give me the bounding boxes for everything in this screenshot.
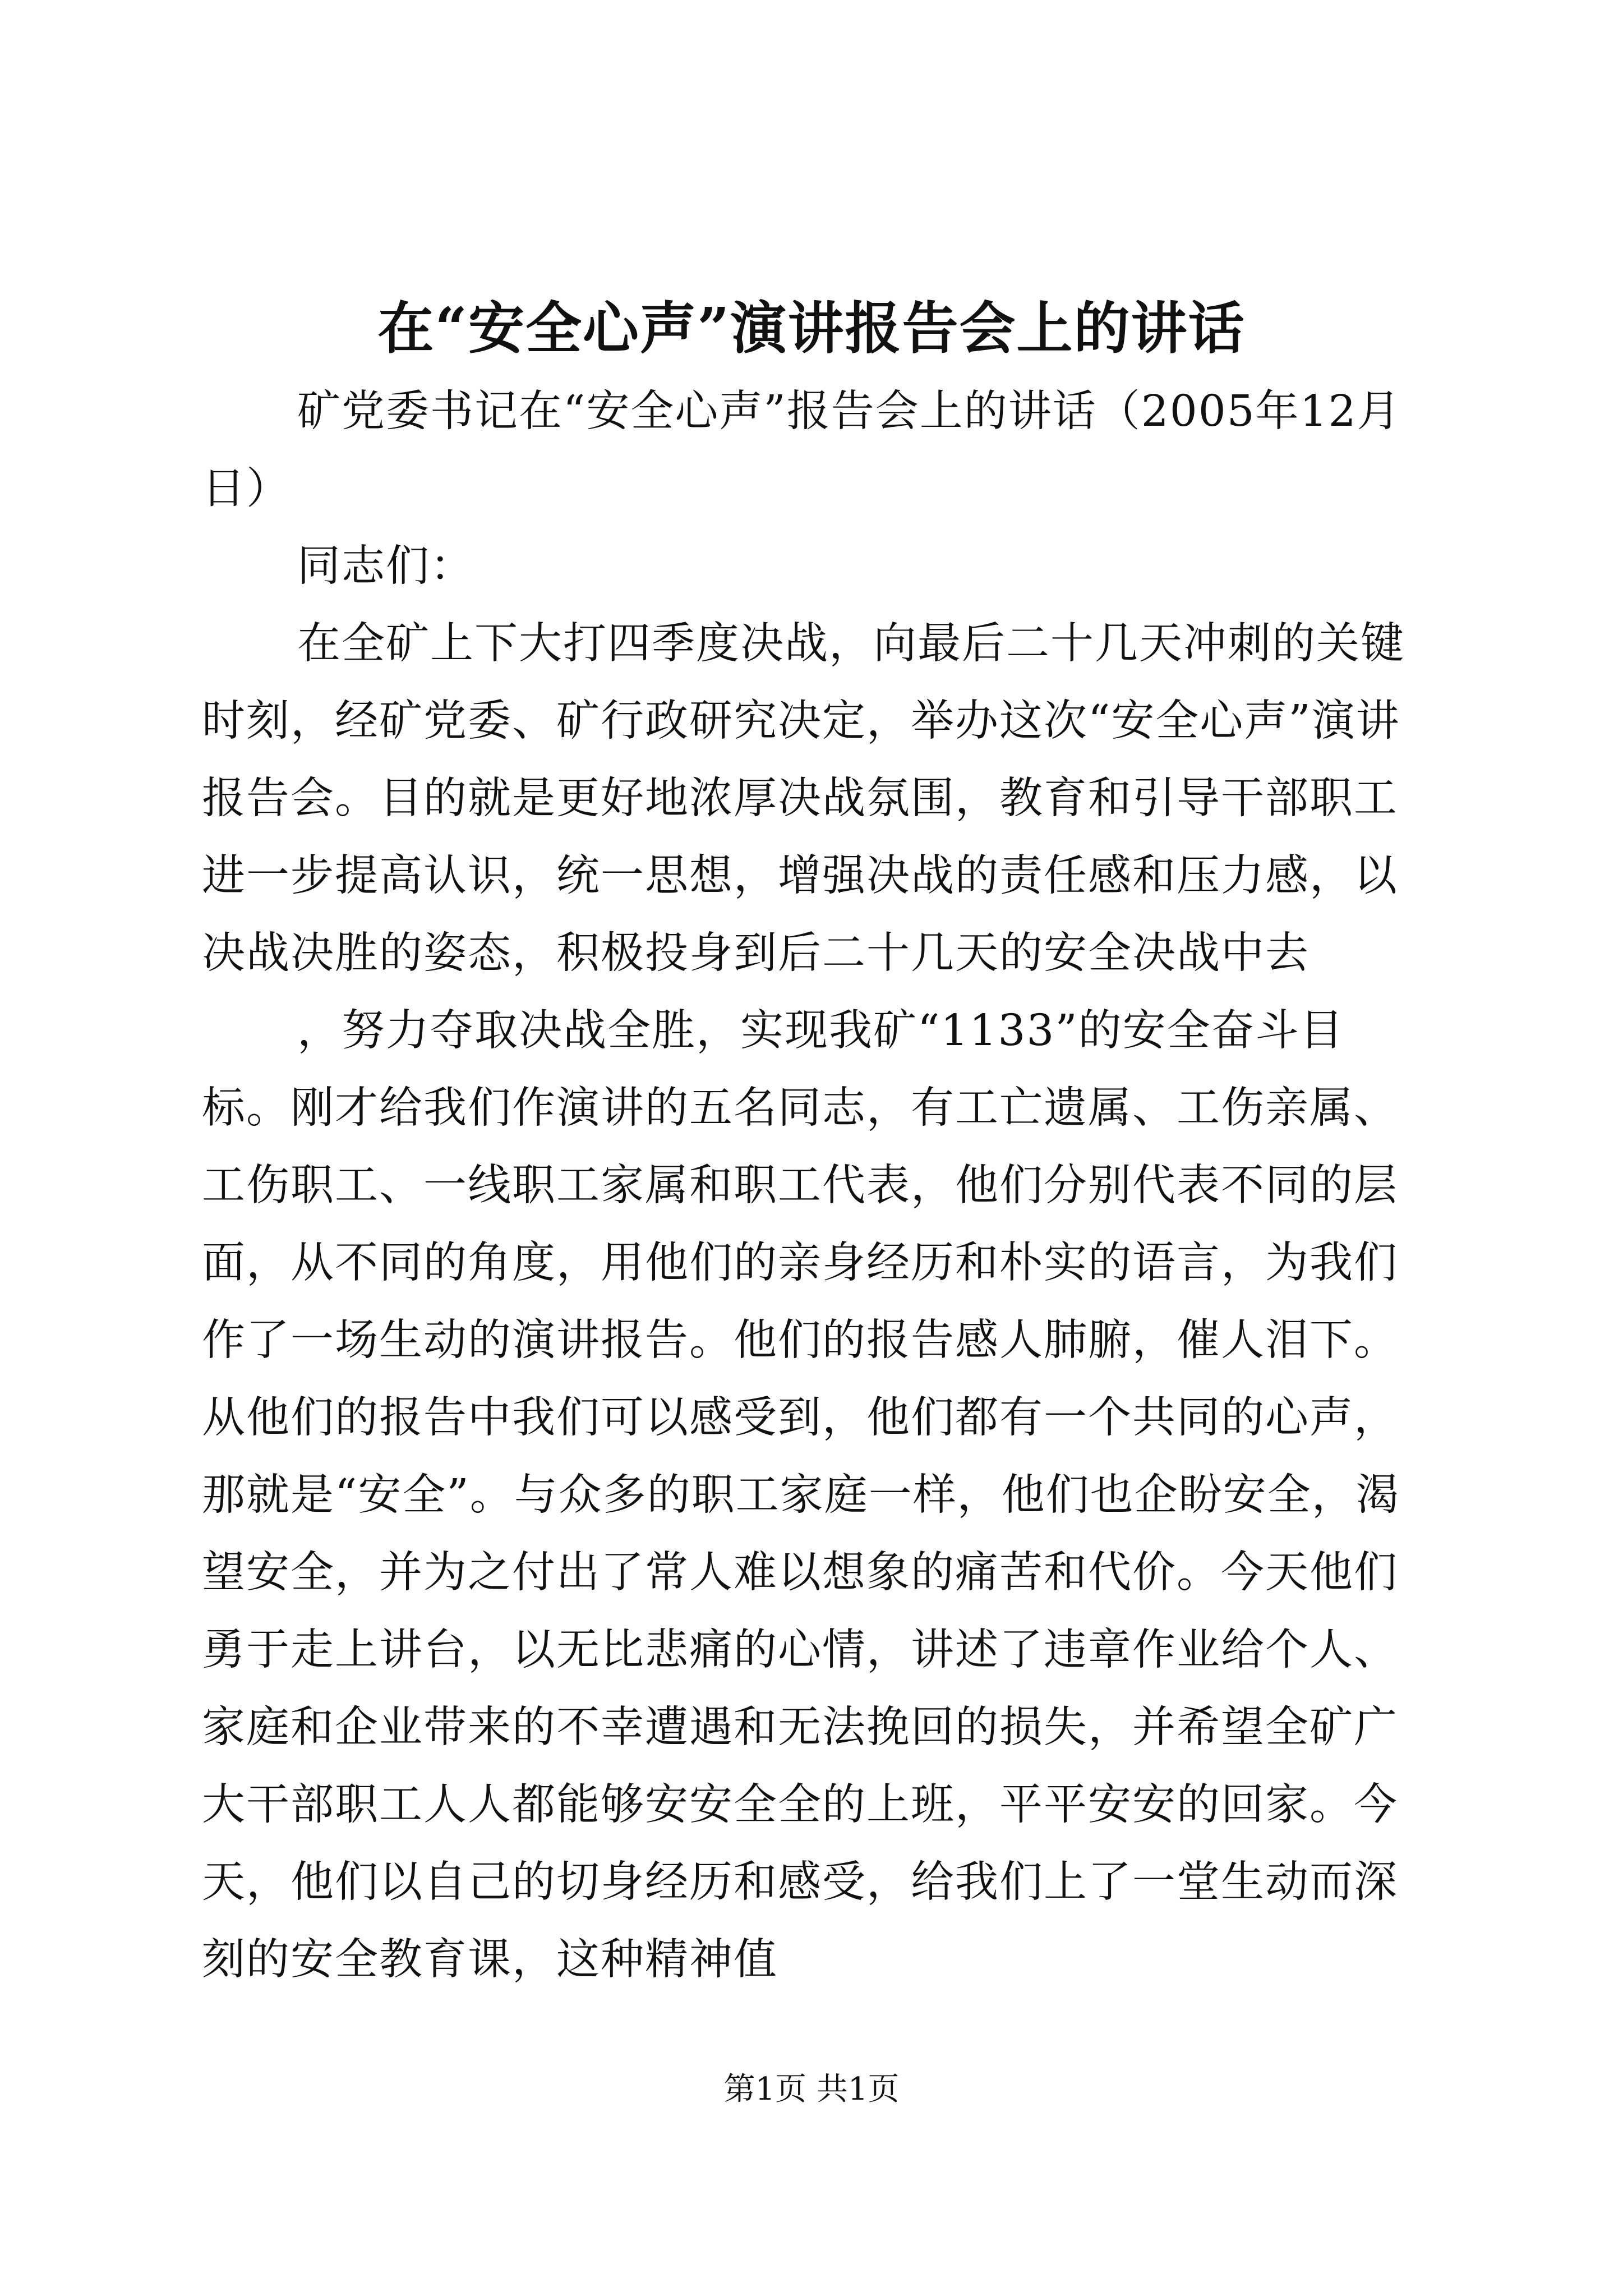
- salutation: 同志们：: [297, 541, 474, 591]
- paragraph-1: 在全矿上下大打四季度决战，向最后二十几天冲刺的关键时刻，经矿党委、矿行政研究决定，举办这次“安全心声”演讲报告会。目的就是更好地浓厚决战氛围，教育和引导干部职工进一步提高认识，统一思想，增强决战的责任感和压力感，以决战决胜的姿态，积极投身到后二十几天的安全决战中去: [202, 619, 1405, 978]
- subtitle-line: 矿党委书记在“安全心声”报告会上的讲话（2005年12月日）: [202, 386, 1401, 514]
- document-title: 在“安全心声”演讲报告会上的讲话: [377, 295, 1246, 361]
- paragraph-2: ，努力夺取决战全胜，实现我矿“1133”的安全奋斗目标。刚才给我们作演讲的五名同志，有工亡遗属、工伤亲属、工伤职工、一线职工家属和职工代表，他们分别代表不同的层面，从不同的角度，用他们的亲身经历和朴实的语言，为我们作了一场生动的演讲报告。他们的报告感人肺腑，催人泪下。从他们的报告中我们可以感受到，他们都有一个共同的心声，那就是“安全”。与众多的职工家庭一样，他们也企盼安全，渴望安全，并为之付出了常人难以想象的痛苦和代价。今天他们勇于走上讲台，以无比悲痛的心情，讲述了违章作业给个人、家庭和企业带来的不幸遭遇和无法挽回的损失，并希望全矿广大干部职工人人都能够安安全全的上班，平平安安的回家。今天，他们以自己的切身经历和感受，给我们上了一堂生动而深刻的安全教育课，这种精神值: [202, 1006, 1400, 1985]
- page-number-footer: 第1页 共1页: [723, 2071, 900, 2108]
- document-body: [202, 373, 1419, 1999]
